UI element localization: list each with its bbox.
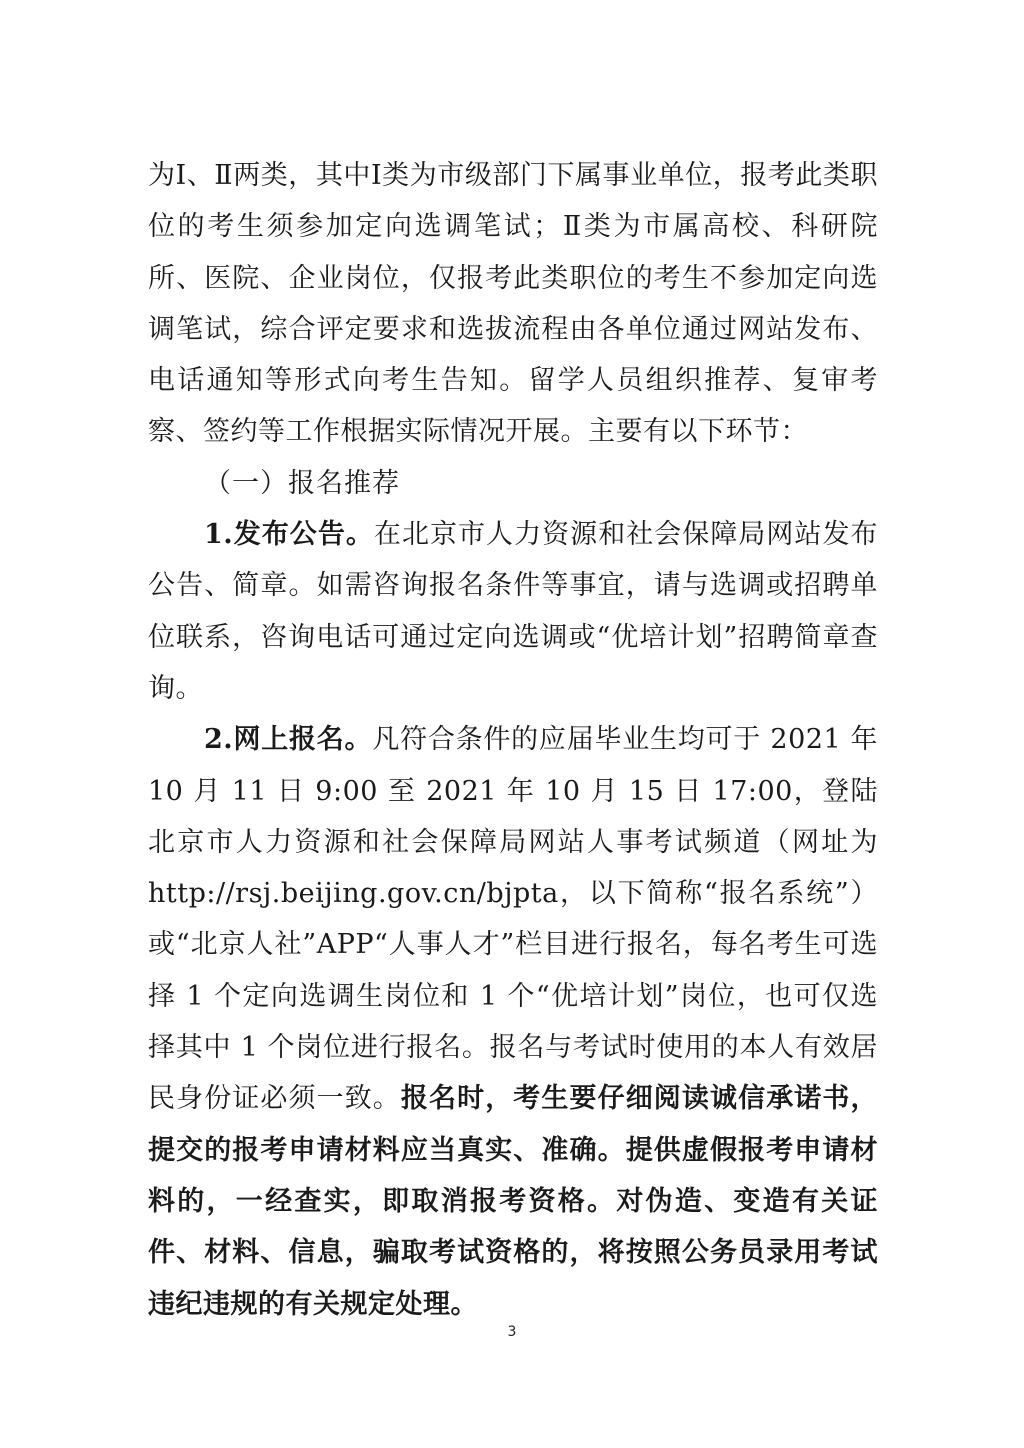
item-title: 2.网上报名。 — [204, 724, 373, 756]
item-publish-announcement — [148, 509, 878, 714]
item-text: 在北京市人力资源和社会保障局网站发布公告、简章。如需咨询报名条件等事宜，请与选调或招聘单位联系，咨询电话可通过定向选调或“优培计划”招聘简章查询。 — [148, 519, 879, 704]
item-text: 凡符合条件的应届毕业生均可于 2021 年 10 月 11 日 9:00 至 2021 年 10 月 15 日 17:00，登陆北京市人力资源和社会保障局网站人事考试频道（网址为 http://rsj.beijing.gov.cn/bjpta，以下简称“报名系统”）或“北京人社”APP“人事人才”栏目进行报名，每名考生可选择 1 个定向选调生岗位和 1 个“优培计划”岗位，也可仅选择其中 1 个岗位进行报名。报名与考试时使用的本人有效居民身份证必须一致。 — [148, 724, 878, 1115]
intro-paragraph: 为Ⅰ、Ⅱ两类，其中Ⅰ类为市级部门下属事业单位，报考此类职位的考生须参加定向选调笔试；Ⅱ类为市属高校、科研院所、医院、企业岗位，仅报考此类职位的考生不参加定向选调笔试，综合评定要求和选拔流程由各单位通过网站发布、电话通知等形式向考生告知。留学人员组织推荐、复审考察、签约等工作根据实际情况开展。主要有以下环节： — [148, 160, 878, 448]
document-body — [148, 150, 878, 1330]
section-heading: （一）报名推荐 — [204, 467, 400, 499]
page-number: 3 — [507, 1324, 517, 1340]
item-online-registration — [148, 714, 878, 1330]
item-title: 1.发布公告。 — [204, 519, 374, 551]
item-emphasis-text: 报名时，考生要仔细阅读诚信承诺书，提交的报考申请材料应当真实、准确。提供虚假报考申请材料的，一经查实，即取消报考资格。对伪造、变造有关证件、材料、信息，骗取考试资格的，将按照公务员录用考试违纪违规的有关规定处理。 — [148, 1083, 879, 1320]
